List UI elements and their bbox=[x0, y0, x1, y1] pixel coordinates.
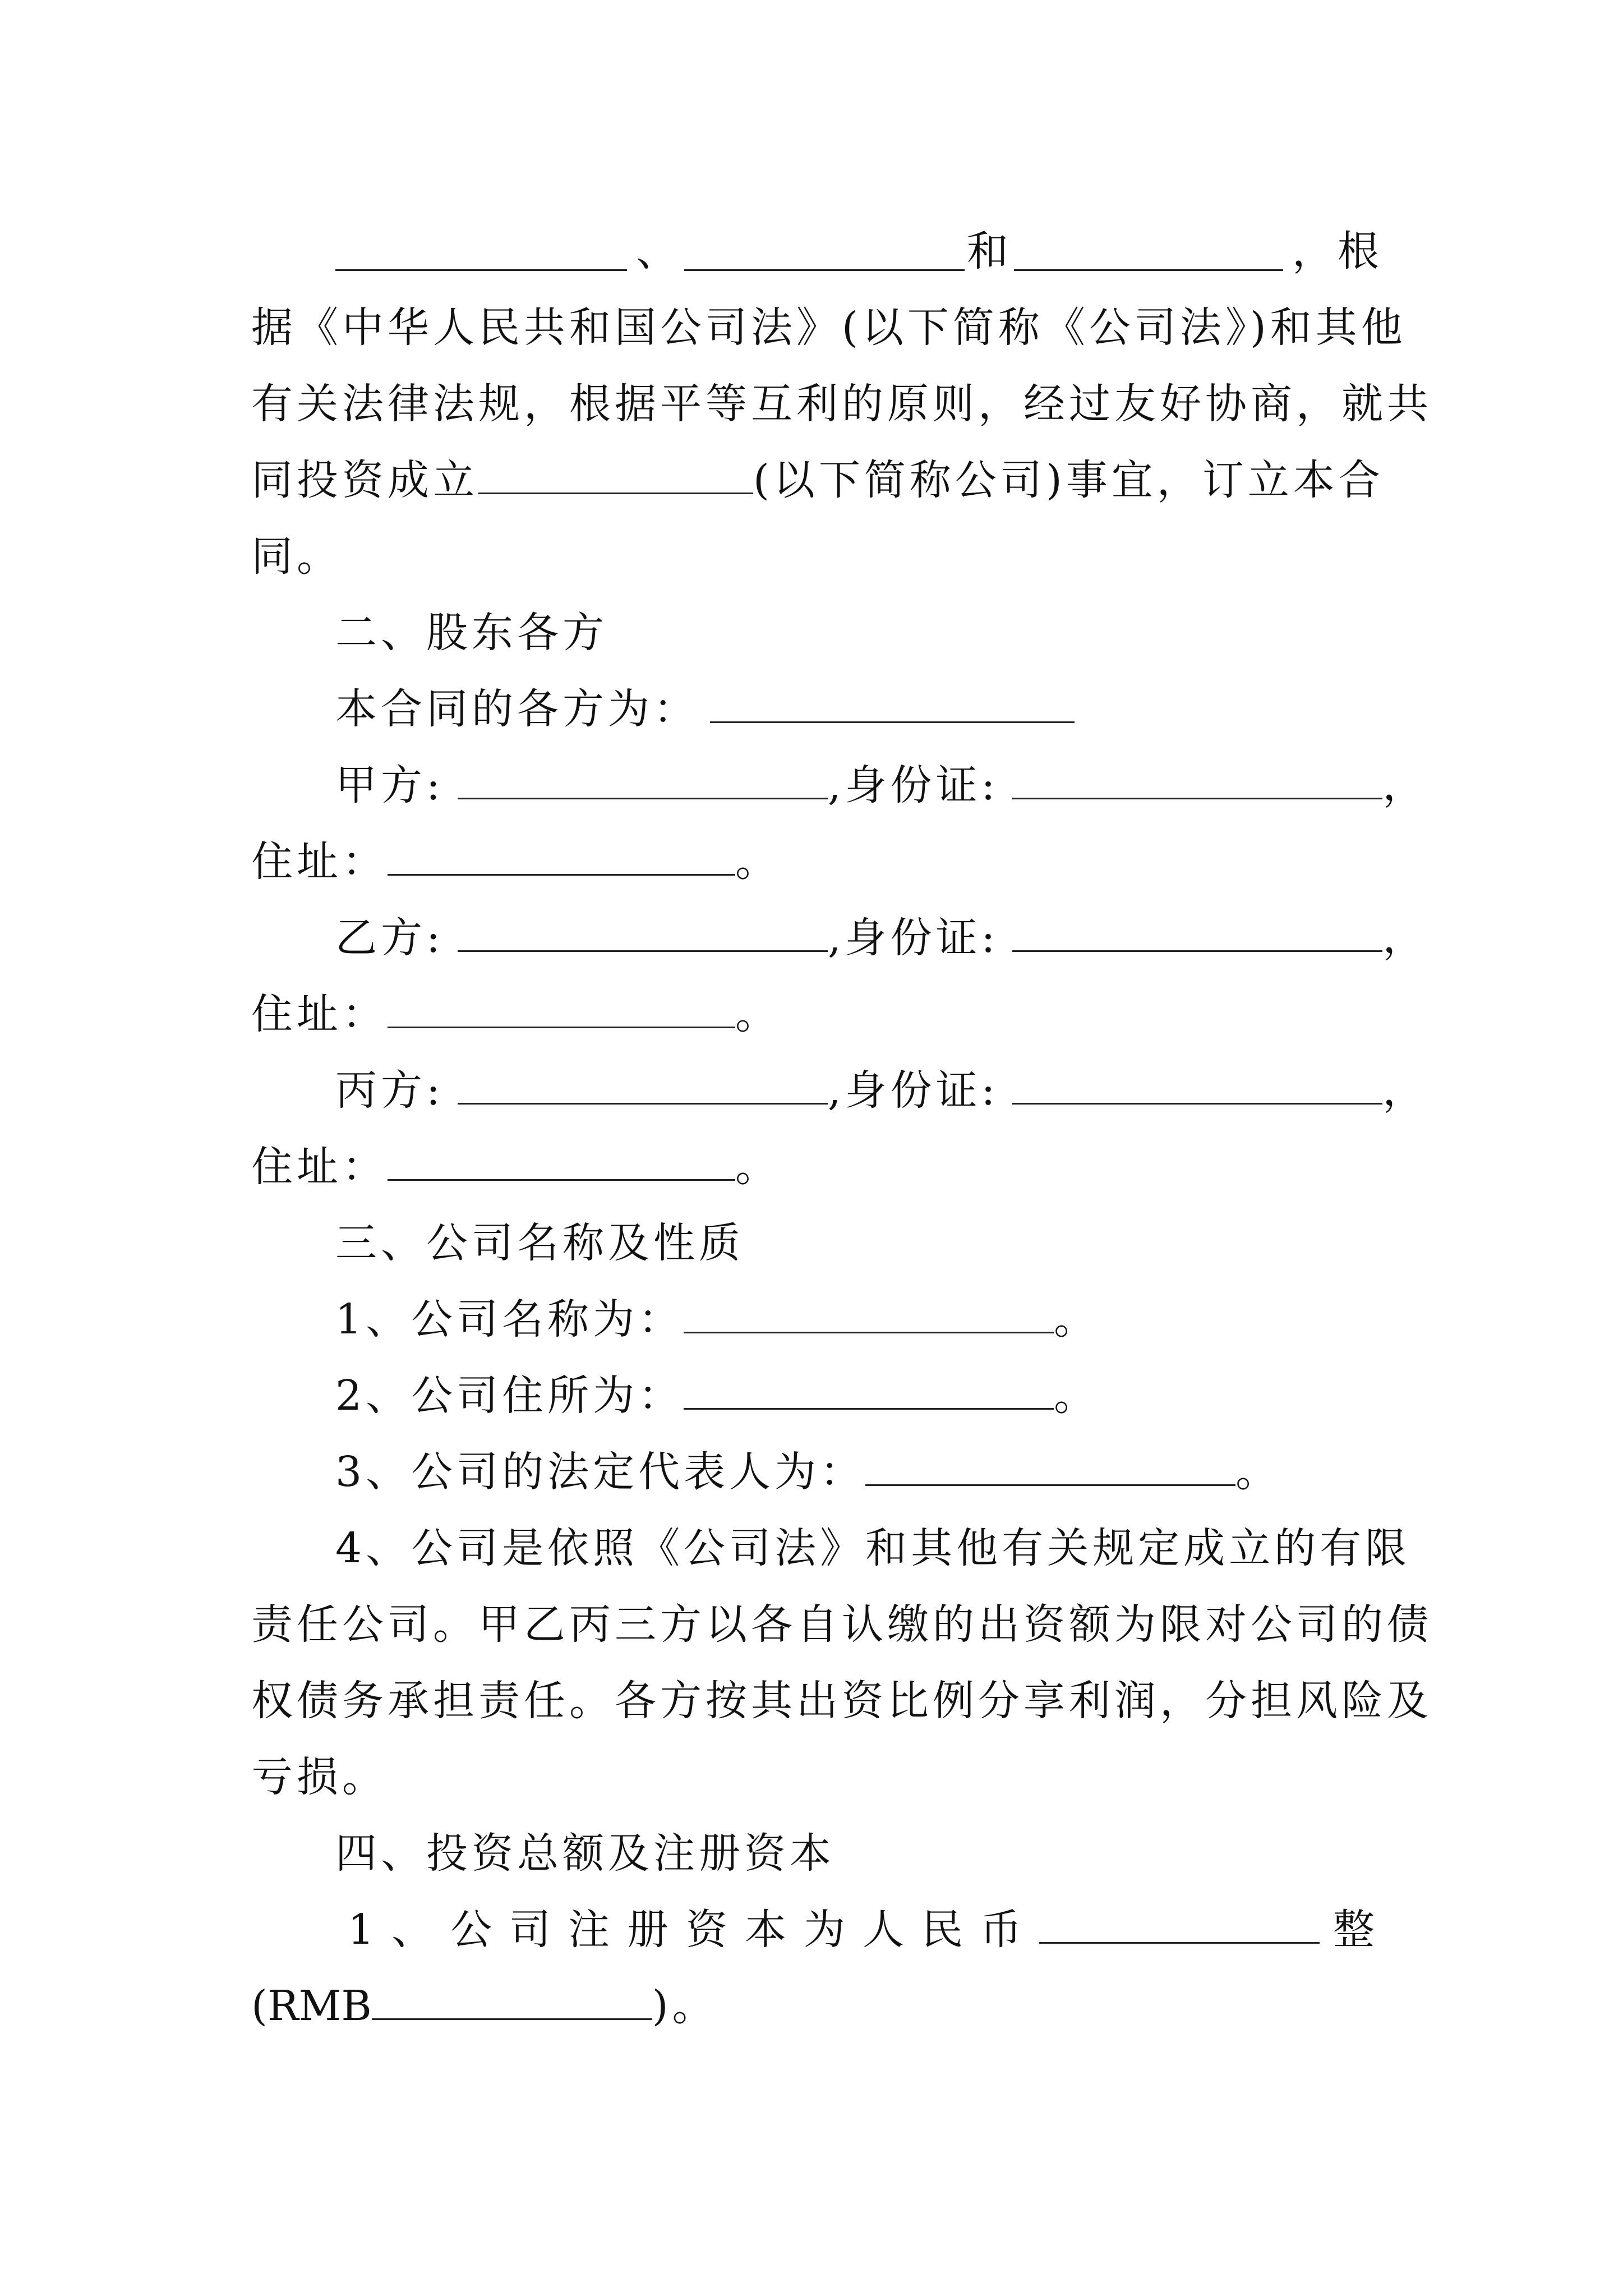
party-a-address-label: 住址： bbox=[251, 838, 388, 886]
legal-rep-label: 3、公司的法定代表人为： bbox=[335, 1448, 866, 1496]
preamble-line-4-tail: (以下简称公司)事宜，订立本合 bbox=[753, 456, 1384, 504]
blank-party-a-address[interactable] bbox=[388, 839, 735, 876]
party-b-address-label: 住址： bbox=[251, 990, 388, 1038]
blank-party-c-name[interactable] bbox=[458, 1068, 828, 1105]
registered-capital-line bbox=[251, 1892, 1378, 1968]
party-c-id-label: ,身份证: bbox=[827, 1066, 999, 1115]
party-c-comma: ， bbox=[1382, 1066, 1428, 1115]
company-name-label: 1、公司名称为： bbox=[335, 1295, 684, 1343]
capital-char: 、 bbox=[391, 1906, 437, 1954]
capital-char: 册 bbox=[627, 1906, 673, 1954]
company-nature-line-3: 权债务承担责任。各方按其出资比例分享利润，分担风险及 bbox=[251, 1677, 1432, 1725]
blank-rmb-amount[interactable] bbox=[372, 1984, 652, 2020]
blank-registered-capital[interactable] bbox=[1039, 1907, 1320, 1944]
blank-party-2[interactable] bbox=[684, 234, 965, 271]
section-3-heading: 三、公司名称及性质 bbox=[335, 1219, 744, 1267]
blank-party-a-name[interactable] bbox=[458, 763, 828, 799]
party-a-comma: ， bbox=[1382, 761, 1428, 809]
party-c-address-label: 住址： bbox=[251, 1143, 388, 1191]
capital-char: 本 bbox=[744, 1906, 790, 1954]
capital-char: 人 bbox=[862, 1906, 908, 1954]
blank-parties[interactable] bbox=[710, 687, 1075, 723]
party-b-label: 乙方: bbox=[335, 914, 444, 962]
blank-party-c-id[interactable] bbox=[1012, 1068, 1382, 1105]
preamble-line-2: 据《中华人民共和国公司法》(以下简称《公司法》)和其他 bbox=[251, 303, 1407, 352]
party-b-comma: ， bbox=[1382, 914, 1428, 962]
separator-and: 和 bbox=[967, 227, 1012, 275]
party-b-line bbox=[251, 900, 1428, 976]
company-name-end: 。 bbox=[1054, 1295, 1100, 1343]
capital-char: 民 bbox=[921, 1906, 967, 1954]
legal-rep-end: 。 bbox=[1235, 1448, 1281, 1496]
capital-char: 1 bbox=[348, 1906, 379, 1954]
party-a-end: 。 bbox=[735, 838, 781, 886]
blank-party-3[interactable] bbox=[1014, 234, 1283, 271]
party-a-label: 甲方: bbox=[335, 761, 444, 809]
party-b-id-label: ,身份证: bbox=[827, 914, 999, 962]
party-a-address-line bbox=[251, 823, 1378, 900]
blank-party-b-address[interactable] bbox=[388, 992, 735, 1028]
blank-party-1[interactable] bbox=[335, 234, 627, 271]
company-address-line bbox=[251, 1358, 1378, 1434]
party-c-address-line bbox=[251, 1129, 1378, 1205]
capital-char: 资 bbox=[686, 1906, 731, 1954]
party-c-label: 丙方: bbox=[335, 1066, 444, 1115]
legal-rep-line bbox=[251, 1434, 1378, 1510]
section-2-heading: 二、股东各方 bbox=[335, 609, 608, 657]
preamble-line-4 bbox=[251, 442, 1384, 518]
blank-company-official-name[interactable] bbox=[684, 1297, 1054, 1333]
preamble-line-5: 同。 bbox=[251, 532, 342, 581]
blank-party-a-id[interactable] bbox=[1012, 763, 1382, 799]
capital-char: 币 bbox=[980, 1906, 1026, 1954]
preamble-tail: ，根 bbox=[1292, 227, 1383, 275]
separator-dun: 、 bbox=[636, 227, 681, 275]
company-address-end: 。 bbox=[1054, 1372, 1100, 1420]
parties-label: 本合同的各方为： bbox=[335, 685, 699, 733]
capital-tail: 整 bbox=[1332, 1906, 1378, 1954]
document-page bbox=[251, 213, 1432, 2044]
party-a-id-label: ,身份证: bbox=[827, 761, 999, 809]
preamble-line-3: 有关法律法规，根据平等互利的原则，经过友好协商，就共 bbox=[251, 380, 1432, 428]
capital-char: 司 bbox=[509, 1906, 555, 1954]
preamble-line-1 bbox=[251, 213, 1383, 289]
company-nature-line-1: 4、公司是依照《公司法》和其他有关规定成立的有限 bbox=[335, 1524, 1411, 1572]
capital-char: 注 bbox=[568, 1906, 614, 1954]
party-a-line bbox=[251, 747, 1428, 823]
company-nature-line-4: 亏损。 bbox=[251, 1753, 388, 1801]
blank-company-address[interactable] bbox=[684, 1373, 1054, 1410]
party-c-end: 。 bbox=[735, 1143, 781, 1191]
party-c-line bbox=[251, 1052, 1428, 1129]
rmb-open: (RMB bbox=[251, 1982, 372, 2030]
blank-party-b-id[interactable] bbox=[1012, 915, 1382, 952]
company-name-line bbox=[251, 1281, 1378, 1358]
capital-char: 为 bbox=[803, 1906, 849, 1954]
section-4-heading: 四、投资总额及注册资本 bbox=[335, 1829, 835, 1878]
parties-line bbox=[251, 671, 1378, 747]
party-b-end: 。 bbox=[735, 990, 781, 1038]
blank-party-b-name[interactable] bbox=[458, 915, 828, 952]
capital-char: 公 bbox=[450, 1906, 496, 1954]
blank-party-c-address[interactable] bbox=[388, 1144, 735, 1181]
rmb-close: )。 bbox=[652, 1982, 718, 2030]
party-b-address-line bbox=[251, 976, 1378, 1052]
company-nature-line-2: 责任公司。甲乙丙三方以各自认缴的出资额为限对公司的债 bbox=[251, 1600, 1432, 1649]
blank-legal-rep[interactable] bbox=[865, 1450, 1235, 1486]
preamble-line-4-head: 同投资成立 bbox=[251, 456, 478, 504]
blank-company-name[interactable] bbox=[478, 458, 753, 494]
company-address-label: 2、公司住所为： bbox=[335, 1372, 684, 1420]
rmb-line bbox=[251, 1968, 1378, 2044]
